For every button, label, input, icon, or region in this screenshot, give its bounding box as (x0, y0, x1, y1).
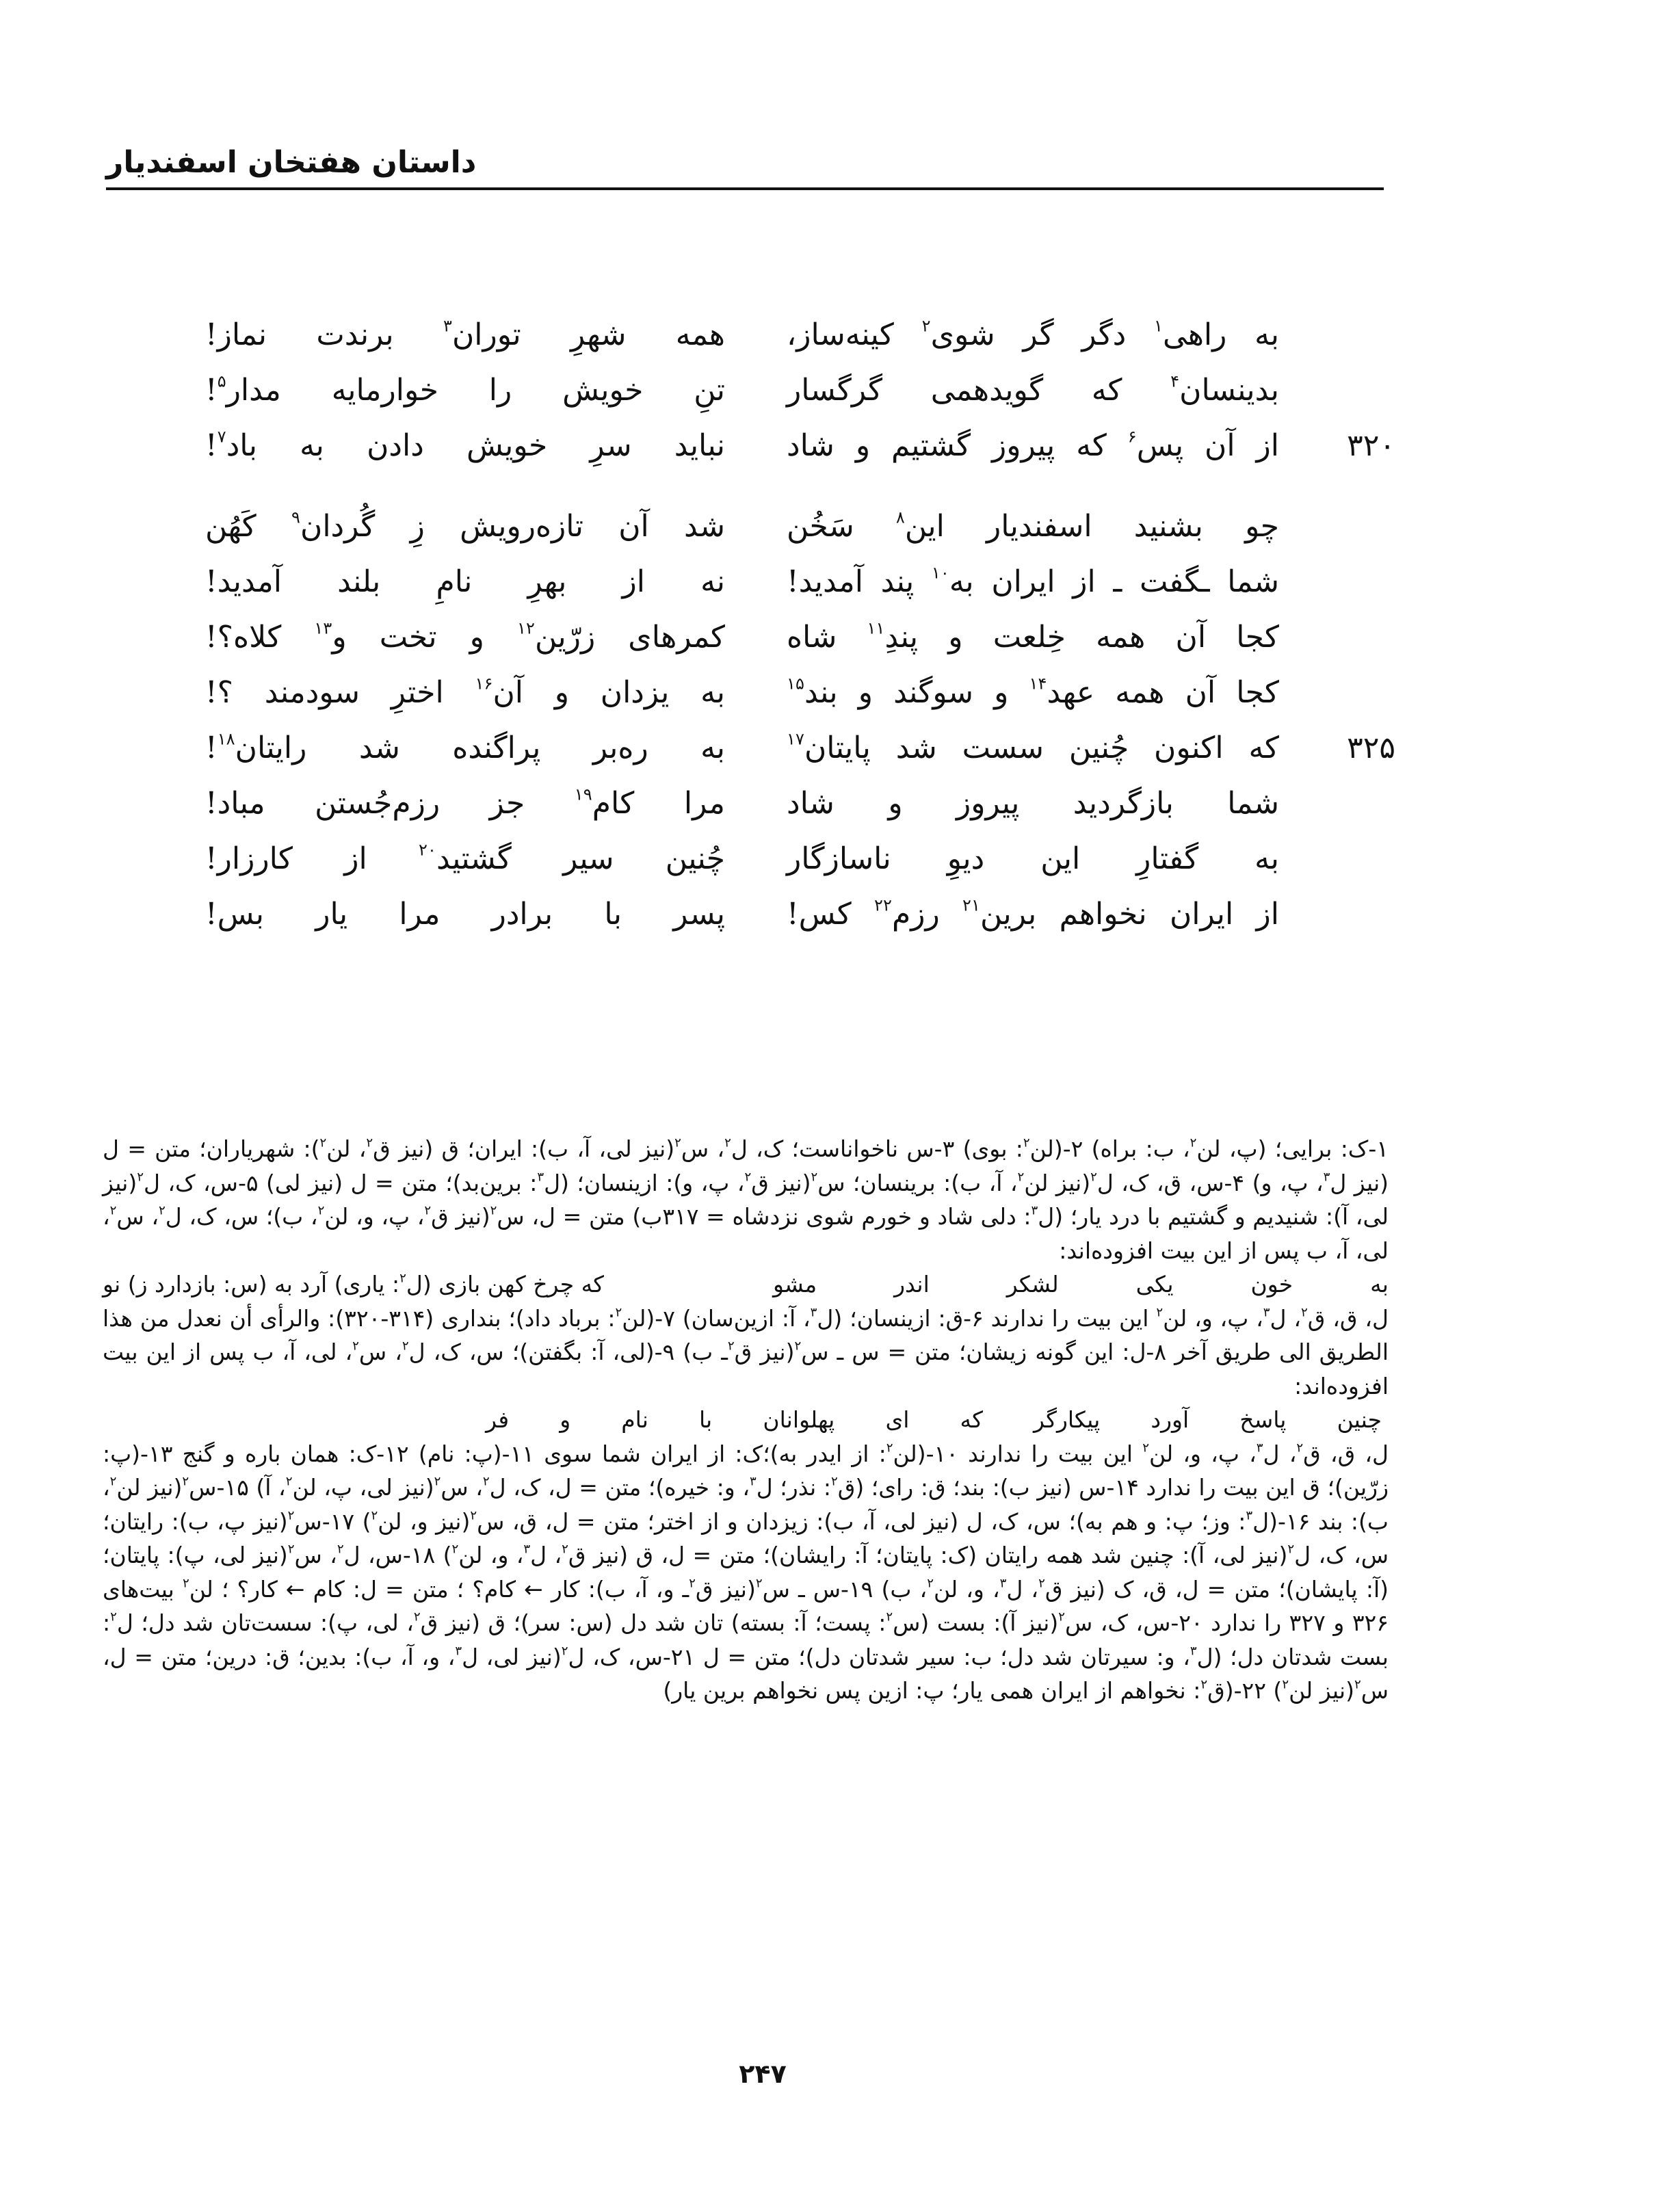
verse-word: چنین (1337, 1406, 1382, 1433)
page-number: ۲۴۷ (739, 2059, 787, 2089)
header-rule (106, 187, 1384, 190)
hemistich-second: کمرهای زرّین$^{۱۲}$ و تخت و$^{۱۳}$ کلاه؟! (205, 618, 726, 655)
footnote-paragraph: ۱-ک: برایی؛ (پ، لن$^۲$، ب: براه) ۲-(لن$^۲$: بوی) ۳-س ناخواناست؛ ک، ل$^۲$، س$^۲$(نیز لی، آ، ب): ایران؛ ق (نیز ق$^۲$، لن$^۲$): شهریاران؛ متن = ل (نیز ل$^۳$، پ، و) ۴-س، ق، ک، ل$^۲$(نیز لن$^۲$، آ، ب): برینسان؛ س$^۲$(نیز ق$^۲$، پ، و): ازینسان؛ (ل$^۳$: برین‌بد)؛ متن = ل (نیز لی) ۵-س، ک، ل$^۲$(نیز لی، آ): شنیدیم و گشتیم با درد یار؛ (ل$^۳$: دلی شاد و خورم شوی نزدشاه = ۳۱۷ب) متن = ل، س$^۲$(نیز ق$^۲$، پ، و، لن$^۲$، ب)؛ س، ک، ل$^۲$، س$^۲$، لی، آ، ب پس از این بیت افزوده‌اند: (103, 1135, 1389, 1264)
verse-row (205, 669, 1409, 724)
hemistich-first: به گفتارِ این دیوِ ناسازگار (787, 841, 1279, 876)
hemistich-first: از ایران نخواهم برین$^{۲۱}$ رزم$^{۲۲}$ کس! (787, 895, 1279, 932)
footnote-paragraph: ل، ق، ق$^۲$، ل$^۳$، پ، و، لن$^۲$ این بیت را ندارند ۶-ق: ازینسان؛ (ل$^۳$، آ: ازین‌سان) ۷-(لن$^۲$: برباد داد)؛ بنداری (۳۱۴-۳۲۰): والرأی أن نعدل من هذا الطریق الی طریق آخر ۸-ل: این گونه زیشان؛ متن = س ـ س$^۲$(نیز ق$^۲$ـ ب) ۹-(لی، آ: بگفتن)؛ س، ک، ل$^۲$، س$^۲$، لی، آ، ب پس از این بیت افزوده‌اند: (103, 1304, 1389, 1399)
verse-word: پیکارگر (1034, 1406, 1101, 1433)
hemistich-second: نه از بهرِ نامِ بلند آمدید! (205, 564, 725, 599)
verse-row (205, 614, 1409, 669)
hemistich-second: شد آن تازه‌رویش زِ گُردان$^۹$ کَهُن (205, 508, 725, 544)
verse-row (205, 780, 1409, 835)
hemistich-second: چُنین سیر گشتید$^{۲۰}$ از کارزار! (205, 840, 725, 876)
hemistich-first: شما ـگفت ـ از ایران به$^{۱۰}$ پند آمدید! (787, 563, 1279, 599)
verse-word: پاسخ (1239, 1406, 1287, 1433)
hemistich-first: به راهی$^۱$ دگر گر شوی$^۲$ کینه‌ساز، (787, 316, 1279, 352)
inline-verse-hemistich-2: که چرخ کهن بازی (ل$^۲$: یاری) آرد به (س: بازدارد ز) نو (103, 1271, 605, 1298)
verse-word: اندر (894, 1271, 930, 1298)
footnotes (103, 1132, 1389, 1708)
hemistich-second: به یزدان و آن$^{۱۶}$ اخترِ سودمند ؟! (205, 674, 726, 710)
hemistich-first: کجا آن همه خِلعت و پندِ$^{۱۱}$ شاه (787, 618, 1279, 655)
verse-line-number: ۳۲۰ (1347, 428, 1395, 463)
inline-verse-hemistich-1 (773, 1267, 1389, 1302)
verse-block-1 (205, 311, 1409, 477)
verse-word: ای (885, 1406, 910, 1433)
verse-row (205, 311, 1409, 367)
hemistich-first: کجا آن همه عهد$^{۱۴}$ و سوگند و بند$^{۱۵}$ (787, 674, 1279, 710)
verse-block-2 (205, 503, 1409, 946)
hemistich-second: تنِ خویش را خوارمایه مدار$^۵$! (205, 371, 725, 408)
hemistich-second: پسر با برادر مرا یار بس! (205, 897, 725, 932)
verse-row (205, 367, 1409, 422)
verse-word: یکی (1135, 1271, 1174, 1298)
hemistich-second: به ره‌بر پراگنده شد رایتان$^{۱۸}$! (205, 729, 725, 765)
verse-word: با (699, 1406, 713, 1433)
verse-row (205, 503, 1409, 558)
verse-word: نام (621, 1406, 648, 1433)
verse-row (205, 558, 1409, 614)
verse-word: لشکر (1006, 1271, 1059, 1298)
hemistich-second: مرا کام$^{۱۹}$ جز رزم‌جُستن مباد! (205, 785, 725, 821)
hemistich-first: بدینسان$^۴$ که گویدهمی گرگسار (787, 371, 1279, 408)
hemistich-first: از آن پس$^۶$ که پیروز گشتیم و شاد (787, 427, 1280, 463)
hemistich-second: نباید سرِ خویش دادن به باد$^۷$! (205, 427, 725, 463)
verse-row (205, 891, 1409, 946)
footnote-paragraph: ل، ق، ق$^۲$، ل$^۳$، پ، و، لن$^۲$ این بیت را ندارند ۱۰-(لن$^۲$: از ایدر به)؛ک: از ایران شما سوی ۱۱-(پ: نام) ۱۲-ک: همان باره و گنج ۱۳-(پ: زرّین)؛ ق این بیت را ندارد ۱۴-س (نیز ب): بند؛ ق: رای؛ (ق$^۲$: نذر؛ ل$^۳$، و: خیره)؛ متن = ل، ک، ل$^۲$، س$^۲$(نیز لی، پ، لن$^۲$، آ) ۱۵-س$^۲$(نیز لن$^۲$، ب): بند ۱۶-(ل$^۳$: وز؛ پ: و هم به)؛ س، ک، ل (نیز لی، آ، ب): زیزدان و از اختر؛ متن = ل، ق، س$^۲$(نیز و، لن$^۲$) ۱۷-س$^۲$(نیز پ، ب): رایتان؛ س، ک، ل$^۲$(نیز لی، آ): چنین شد همه رایتان (ک: پایتان؛ آ: رایشان)؛ متن = ل، ق (نیز ق$^۲$، ل$^۳$، و، لن$^۲$) ۱۸-س، ل$^۲$، س$^۲$(نیز لی، پ): پایتان؛ (آ: پایشان)؛ متن = ل، ق، ک (نیز ق$^۲$، ل$^۳$، و، لن$^۲$، ب) ۱۹-س ـ س$^۲$(نیز ق$^۲$ـ و، آ، ب): کار ← کام؟ ؛ متن = ل: کام ← کار؟ ؛ لن$^۲$ بیت‌های ۳۲۶ و ۳۲۷ را ندارد ۲۰-س، ک، س$^۲$(نیز آ): بست (س$^۲$: پست؛ آ: بسته) تان شد دل (س: سر)؛ ق (نیز ق$^۲$، لی، پ): سست‌تان شد دل؛ ل$^۲$: بست شدتان دل؛ (ل$^۳$، و: سیرتان شد دل؛ ب: سیر شدتان دل)؛ متن = ل ۲۱-س، ک، ل$^۲$(نیز لی، ل$^۳$، و، آ، ب): بدین؛ ق: درین؛ متن = ل، س$^۲$(نیز لن$^۲$) ۲۲-(ق$^۲$: نخواهم از ایران همی یار؛ پ: ازین پس نخواهم برین یار) (103, 1440, 1389, 1704)
verse-word: پهلوانان (763, 1406, 835, 1433)
verse-word: فر (486, 1406, 510, 1433)
verse-word: خون (1250, 1271, 1293, 1298)
verse-word: که (960, 1406, 983, 1433)
verse-word: و (560, 1406, 571, 1433)
verse-row (205, 724, 1409, 780)
running-head-title: داستان هفتخان اسفندیار (106, 145, 477, 180)
verse-word: به (1370, 1271, 1389, 1298)
hemistich-first: چو بشنید اسفندیار این$^۸$ سَخُن (787, 508, 1279, 544)
verse-line-number: ۳۲۵ (1347, 730, 1395, 765)
hemistich-first: که اکنون چُنین سست شد پایتان$^{۱۷}$ (787, 729, 1279, 765)
hemistich-second: همه شهرِ توران$^۳$ برندت نماز! (205, 316, 726, 352)
hemistich-first: شما بازگردید پیروز و شاد (787, 786, 1279, 821)
verse-row (205, 835, 1409, 891)
inline-verse (103, 1267, 1389, 1302)
verse-row (205, 422, 1409, 477)
verse-word: مشو (773, 1271, 817, 1298)
inline-verse-2 (103, 1403, 1389, 1437)
verse-word: آورد (1151, 1406, 1190, 1433)
